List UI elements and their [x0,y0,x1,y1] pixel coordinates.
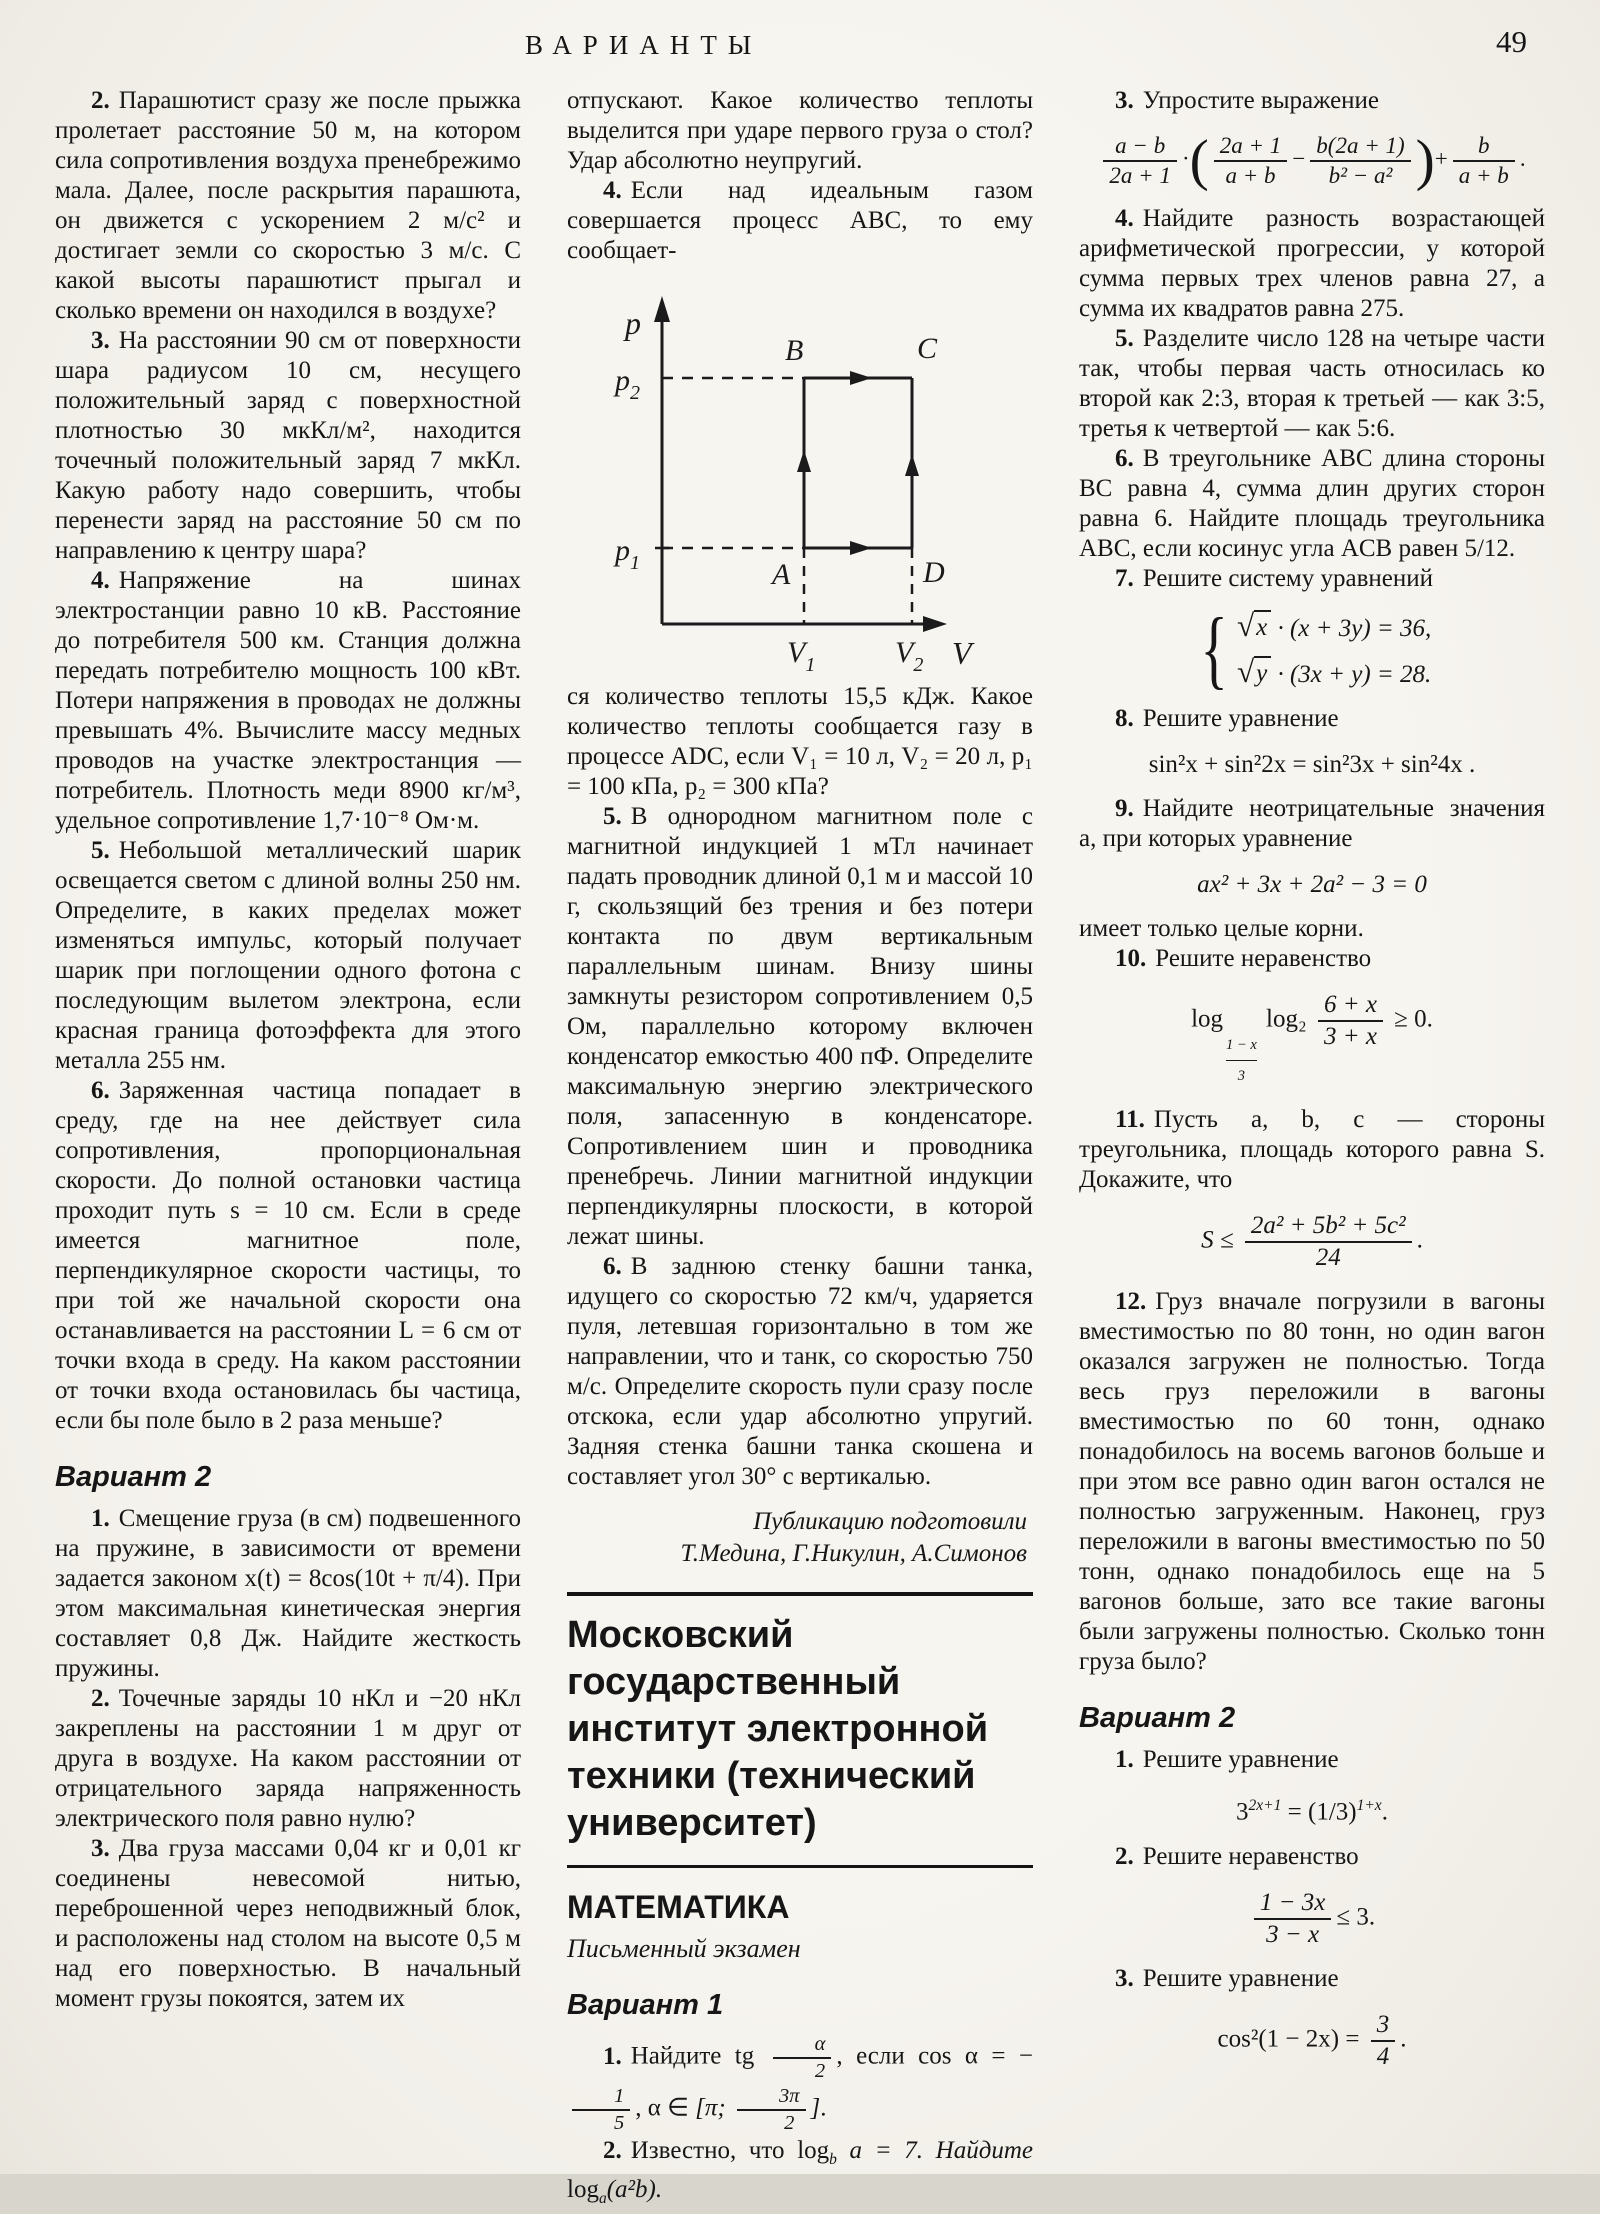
y-axis-arrowhead [654,296,670,322]
math-problem-10-intro [1079,944,1545,974]
problem-number: 2. [603,2136,622,2164]
math-v1-problem-1 [567,2032,1033,2136]
arrow-BC-right [850,371,872,385]
equation-system [1193,600,1432,698]
problem-text: Решите неравенство [1142,1842,1359,1870]
math-problem-6 [1079,444,1545,564]
power-base: 3 [1236,1798,1249,1826]
arrow-DC-up [905,454,919,476]
problem-number: 8. [1115,704,1134,732]
period: . [1381,1798,1388,1826]
tick-label-p1: $p_1$ [615,534,640,574]
institute-heading [567,1592,1033,1868]
problem-number: 5. [603,803,622,830]
institute-line: техники (технический [567,1755,976,1797]
math-v2-problem-3-equation [1079,2010,1545,2072]
problem-number: 3. [91,327,110,354]
tick-label-v1: $V_1$ [787,636,816,676]
problem-number: 5. [1115,324,1134,352]
math-problem-9-equation: ax² + 3x + 2a² − 3 = 0 [1197,870,1427,898]
institute-line: университет) [567,1802,817,1844]
math-problem-7-system [1079,600,1545,698]
math-problem-11-inequality [1079,1211,1545,1273]
point-label-A: A [772,558,791,591]
pv-diagram-figure [567,272,1033,680]
math-v1-problem-2 [567,2136,1033,2214]
equation-middle: = (1/3) [1281,1798,1357,1826]
page-title: ВАРИАНТЫ [525,30,763,60]
three-column-layout [55,86,1545,2207]
fraction-alpha-2: $\frac{\alpha}{2}$ [773,2032,832,2084]
problem-text: Решите систему уравнений [1142,564,1433,592]
system-brace: { [1200,600,1228,698]
problem-number: 2. [91,87,110,114]
log-base-fraction: $\frac{1 - x}{3}$ [1226,1030,1257,1091]
problem-text: В треугольнике ABC длина стороны BC равна 4, сумма длин других сторон равна 6. Найдите площадь треугольника ABC, если косинус угла ACB равен 5/12. [1079,444,1545,562]
publication-credits [567,1506,1027,1570]
problem-number: 9. [1115,794,1134,822]
right-bracket: ] [810,2094,821,2122]
physics-problem-6 [55,1076,521,1436]
math-problem-8-intro [1079,704,1545,734]
point-label-C: C [917,332,938,365]
math-v2-problem-2-inequality [1079,1888,1545,1950]
fraction: $\frac{2a + 1}{a + b}$ [1214,132,1288,190]
log2-symbol: log₂ [1266,1005,1307,1033]
problem-number: 4. [603,177,622,204]
tick-label-v2: $V_2$ [895,636,924,676]
math-problem-3-intro [1079,86,1545,116]
column-1 [55,86,521,2136]
problem-number: 4. [91,567,110,594]
minus-sign: − [1292,146,1306,172]
math-problem-10-inequality [1079,990,1545,1092]
exponent: 1+x [1356,1797,1382,1815]
relation: ≤ 3. [1336,1903,1376,1931]
math-problem-7-intro [1079,564,1545,594]
square-root: √ y [1237,656,1271,689]
fraction: $\frac{\text{2a² + 5b² + 5c²}}{24}$ [1245,1211,1412,1273]
institute-line: институт электронной [567,1708,989,1750]
problem-text: Точечные заряды 10 нКл и −20 нКл закреплены на расстоянии 1 м друг от друга в воздухе. На каком расстоянии от отрицательного заряда напряженность электрического поля равно нулю? [55,1685,521,1832]
credits-authors: Т.Медина, Г.Никулин, А.Симонов [680,1540,1027,1567]
system-rows [1236,607,1432,690]
period: . [1519,146,1526,172]
variant-2-heading-math: Вариант 2 [1079,1702,1236,1735]
math-v2-problem-1-intro [1079,1745,1545,1775]
fraction-1-5: $\frac{1}{5}$ [572,2084,630,2136]
problem-text: . [820,2094,827,2122]
math-problem-9-outro: имеет только целые корни. [1079,914,1364,942]
problem-text: , если cos α = − [836,2042,1033,2070]
physics-v2-problem-3 [55,1834,521,2014]
system-equation-1: √ x · (x + 3y) = 36, [1236,607,1432,643]
physics-v2-problem-4-intro [567,176,1033,266]
log-symbol: log [1191,1005,1224,1033]
problem-number: 1. [603,2042,622,2070]
axis-label-v: V [952,635,972,671]
institute-line: Московский [567,1614,794,1656]
problem-number: 3. [91,1835,110,1862]
multiplication-dot: · [1181,146,1190,172]
problem-text: Решите уравнение [1142,704,1339,732]
problem-number: 3. [1115,1964,1134,1992]
page-number: 49 [1496,24,1527,59]
physics-problem-3 [55,326,521,566]
problem-number: 6. [91,1077,110,1104]
problem-text: Найдите tg [630,2042,755,2070]
problem-text: Известно, что log [630,2136,830,2164]
math-v2-problem-1-equation [1079,1791,1545,1827]
problem-number: 2. [1115,1842,1134,1870]
arrow-AB-up [797,450,811,472]
math-problem-12 [1079,1287,1545,1677]
interval-text: π; [704,2094,726,2122]
physics-v2-problem-6 [567,1252,1033,1492]
arrow-AD-right [850,541,872,555]
fraction: $\frac{b}{a + b}$ [1453,132,1515,190]
inequality-lhs: S ≤ [1201,1227,1234,1255]
institute-line: государственный [567,1661,901,1703]
page-header [55,24,1545,70]
tick-label-p2: $p_2$ [615,364,640,404]
exponent: 2x+1 [1248,1797,1282,1815]
point-label-B: B [785,334,804,367]
problem-number: 7. [1115,564,1134,592]
period: . [1416,1227,1423,1255]
problem-text: Два груза массами 0,04 кг и 0,01 кг соединены невесомой нитью, переброшенной через неподвижный блок, и расположены над столом на высоте 0,5 м над его поверхностью. В начальный момент грузы покоятся, затем их [55,1835,521,2012]
physics-v2-problem-4-continuation: ся количество теплоты 15,5 кДж. Какое количество теплоты сообщается газу в процессе ADC, если V₁ = 10 л, V₂ = 20 л, p₁ = 100 кПа, p₂ = 300 кПа? [567,683,1033,800]
plus-sign: + [1434,146,1448,172]
problem-text: Небольшой металлический шарик освещается светом с длиной волны 250 нм. Определите, в каких пределах может изменяться импульс, который получает шарик при поглощении одного фотона с последующим вылетом электрона, если красная граница фотоэффекта для этого металла 255 нм. [55,837,521,1074]
problem-text: Решите уравнение [1142,1746,1339,1774]
problem-number: 6. [603,1253,622,1280]
left-parenthesis: ( [1189,128,1209,192]
problem-text: Напряжение на шинах электростанции равно 10 кВ. Расстояние до потребителя 500 км. Станция должна передать потребителю мощность 100 кВт. Потери напряжения в проводах не должны превышать 4%. Вычислите массу медных проводов на участке электростанция — потребитель. Плотность меди 8900 кг/м³, удельное сопротивление 1,7·10⁻⁸ Ом·м. [55,567,521,834]
exam-type: Письменный экзамен [567,1934,801,1963]
physics-problem-2 [55,86,521,326]
math-problem-4 [1079,204,1545,324]
math-problem-11-intro [1079,1105,1545,1195]
problem-text: Пусть a, b, c — стороны треугольника, площадь которого равна S. Докажите, что [1079,1106,1545,1194]
physics-v2-problem-5 [567,802,1033,1252]
problem-text: Груз вначале погрузили в вагоны вместимостью по 80 тонн, но один вагон оказался загружен не полностью. Тогда весь груз переложили в вагоны вместимостью по 60 тонн, однако понадобилось на восемь вагонов больше и при этом все равно один вагон остался не полностью загруженным. Наконец, груз переложили в вагоны вместимостью по 50 тонн, однако понадобилось еще на 5 вагонов больше, зато все такие вагоны были загружены полностью. Сколько тонн груза было? [1079,1288,1545,1676]
log-argument: (a²b). [606,2175,663,2203]
fraction: $\frac{3}{4}$ [1371,2010,1396,2072]
column-3 [1079,86,1545,2136]
problem-number: 1. [91,1505,110,1532]
problem-text: Парашютист сразу же после прыжка пролетает расстояние 50 м, на котором сила сопротивления воздуха пренебрежимо мала. Далее, после раскрытия парашюта, он движется с ускорением 2 м/с² и достигает земли со скоростью 3 м/с. С какой высоты парашютист прыгал и сколько времени он находился в воздухе? [55,87,521,324]
problem-number: 3. [1115,87,1134,114]
problem-number: 6. [1115,444,1134,472]
point-label-D: D [923,556,945,589]
credits-line: Публикацию подготовили [753,1508,1027,1535]
math-problem-8-equation: sin²x + sin²2x = sin²3x + sin²4x . [1148,750,1476,778]
physics-v2-problem-3-continuation: отпускают. Какое количество теплоты выделится при ударе первого груза о стол? Удар абсолютно неупругий. [567,87,1033,174]
problem-text: Решите неравенство [1155,944,1372,972]
physics-problem-4 [55,566,521,836]
problem-text: Заряженная частица попадает в среду, где на нее действует сила сопротивления, пропорциональная скорости. До полной остановки частица проходит путь s = 10 см. Если в среде имеется магнитное поле, перпендикулярное скорости частицы, то при той же начальной скорости она останавливается на расстоянии L = 6 см от точки входа в среду. На каком расстоянии от точки входа остановилась бы частица, если бы поле было в 2 раза меньше? [55,1077,521,1434]
variant-1-heading-math: Вариант 1 [567,1989,724,2021]
problem-text: Решите уравнение [1142,1964,1339,1992]
fraction-3pi-2: $\frac{3\pi}{2}$ [737,2084,806,2136]
fraction: $\frac{6 + x}{3 + x}$ [1318,990,1383,1052]
problem-number: 2. [91,1685,110,1712]
problem-text: В заднюю стенку башни танка, идущего со скоростью 72 км/ч, ударяется пуля, летевшая горизонтально в том же направлении, что и танк, со скоростью 750 м/с. Определите скорость пули сразу после отскока, если удар абсолютно упругий. Задняя стенка башни танка скошена и составляет угол 30° с вертикалью. [567,1253,1033,1490]
problem-text: Если над идеальным газом совершается процесс ABC, то ему сообщает- [567,177,1033,264]
axis-label-p: p [625,305,641,341]
problem-text: , α ∈ [635,2094,689,2122]
equation-lhs: cos²(1 − 2x) = [1217,2025,1360,2053]
math-problem-5 [1079,324,1545,444]
problem-text: На расстоянии 90 см от поверхности шара радиусом 10 см, несущего положительный заряд с поверхностной плотностью 30 мкКл/м², находится точечный положительный заряд 7 мкКл. Какую работу надо совершить, чтобы перенести заряд на расстояние 50 см по направлению к центру шара? [55,327,521,564]
problem-number: 1. [1115,1746,1134,1774]
problem-text: Упростите выражение [1142,87,1380,114]
system-equation-2: √ y · (3x + y) = 28. [1236,653,1432,689]
physics-v2-problem-1 [55,1504,521,1684]
section-title-mathematics: МАТЕМАТИКА [567,1889,790,1925]
problem-text: a = 7. Найдите [849,2136,1033,2164]
problem-text: Разделите число 128 на четыре части так, чтобы первая часть относилась ко второй как 2:3, вторая к третьей — как 3:5, третья к четвертой — как 5:6. [1079,324,1545,442]
fraction: $\frac{1 - 3x}{3 - x}$ [1254,1888,1331,1950]
math-problem-9-intro [1079,794,1545,854]
left-bracket: [ [695,2094,705,2122]
pv-diagram [567,272,977,676]
problem-number: 4. [1115,204,1134,232]
fraction: $\frac{b(2a + 1)}{\text{b² − a²}}$ [1310,132,1410,190]
log-base-b: b [829,2150,837,2168]
math-v2-problem-2-intro [1079,1842,1545,1872]
math-problem-3-expression [1079,128,1545,192]
problem-text: Найдите неотрицательные значения a, при которых уравнение [1079,794,1545,852]
problem-text: Найдите разность возрастающей арифметической прогрессии, у которой сумма первых трех членов равна 27, а сумма их квадратов равна 275. [1079,204,1545,322]
log-symbol: log [567,2175,599,2203]
problem-text: В однородном магнитном поле с магнитной индукцией 1 мТл начинает падать проводник длиной 0,1 м и массой 10 г, скользящий без трения и без потери контакта по двум вертикальным параллельным шинам. Внизу шины замкнуты резистором сопротивлением 0,5 Ом, параллельно которому включен конденсатор емкостью 400 пФ. Определите максимальную энергию электрического поля, запасенную в конденсаторе. Сопротивлением шин и проводника пренебречь. Линии магнитной индукции перпендикулярны плоскости, в которой лежат шины. [567,803,1033,1250]
problem-text: Смещение груза (в см) подвешенного на пружине, в зависимости от времени задается законом x(t) = 8cos(10t + π/4). При этом максимальная кинетическая энергия составляет 0,8 Дж. Найдите жесткость пружины. [55,1505,521,1682]
physics-v2-problem-2 [55,1684,521,1834]
log-base-a: a [598,2189,607,2207]
square-root: √ x [1237,610,1271,643]
physics-problem-5 [55,836,521,1076]
problem-number: 5. [91,837,110,864]
right-parenthesis: ) [1415,128,1435,192]
column-2 [567,86,1033,2207]
relation: ≥ 0. [1394,1005,1433,1033]
variant-2-heading-physics: Вариант 2 [55,1461,212,1493]
x-axis-arrowhead [923,616,947,632]
math-v2-problem-3-intro [1079,1964,1545,1994]
period: . [1400,2025,1407,2053]
problem-number: 10. [1115,944,1147,972]
problem-number: 12. [1115,1288,1147,1316]
problem-number: 11. [1115,1106,1145,1134]
fraction: $\frac{a - b}{2a + 1}$ [1103,132,1177,190]
